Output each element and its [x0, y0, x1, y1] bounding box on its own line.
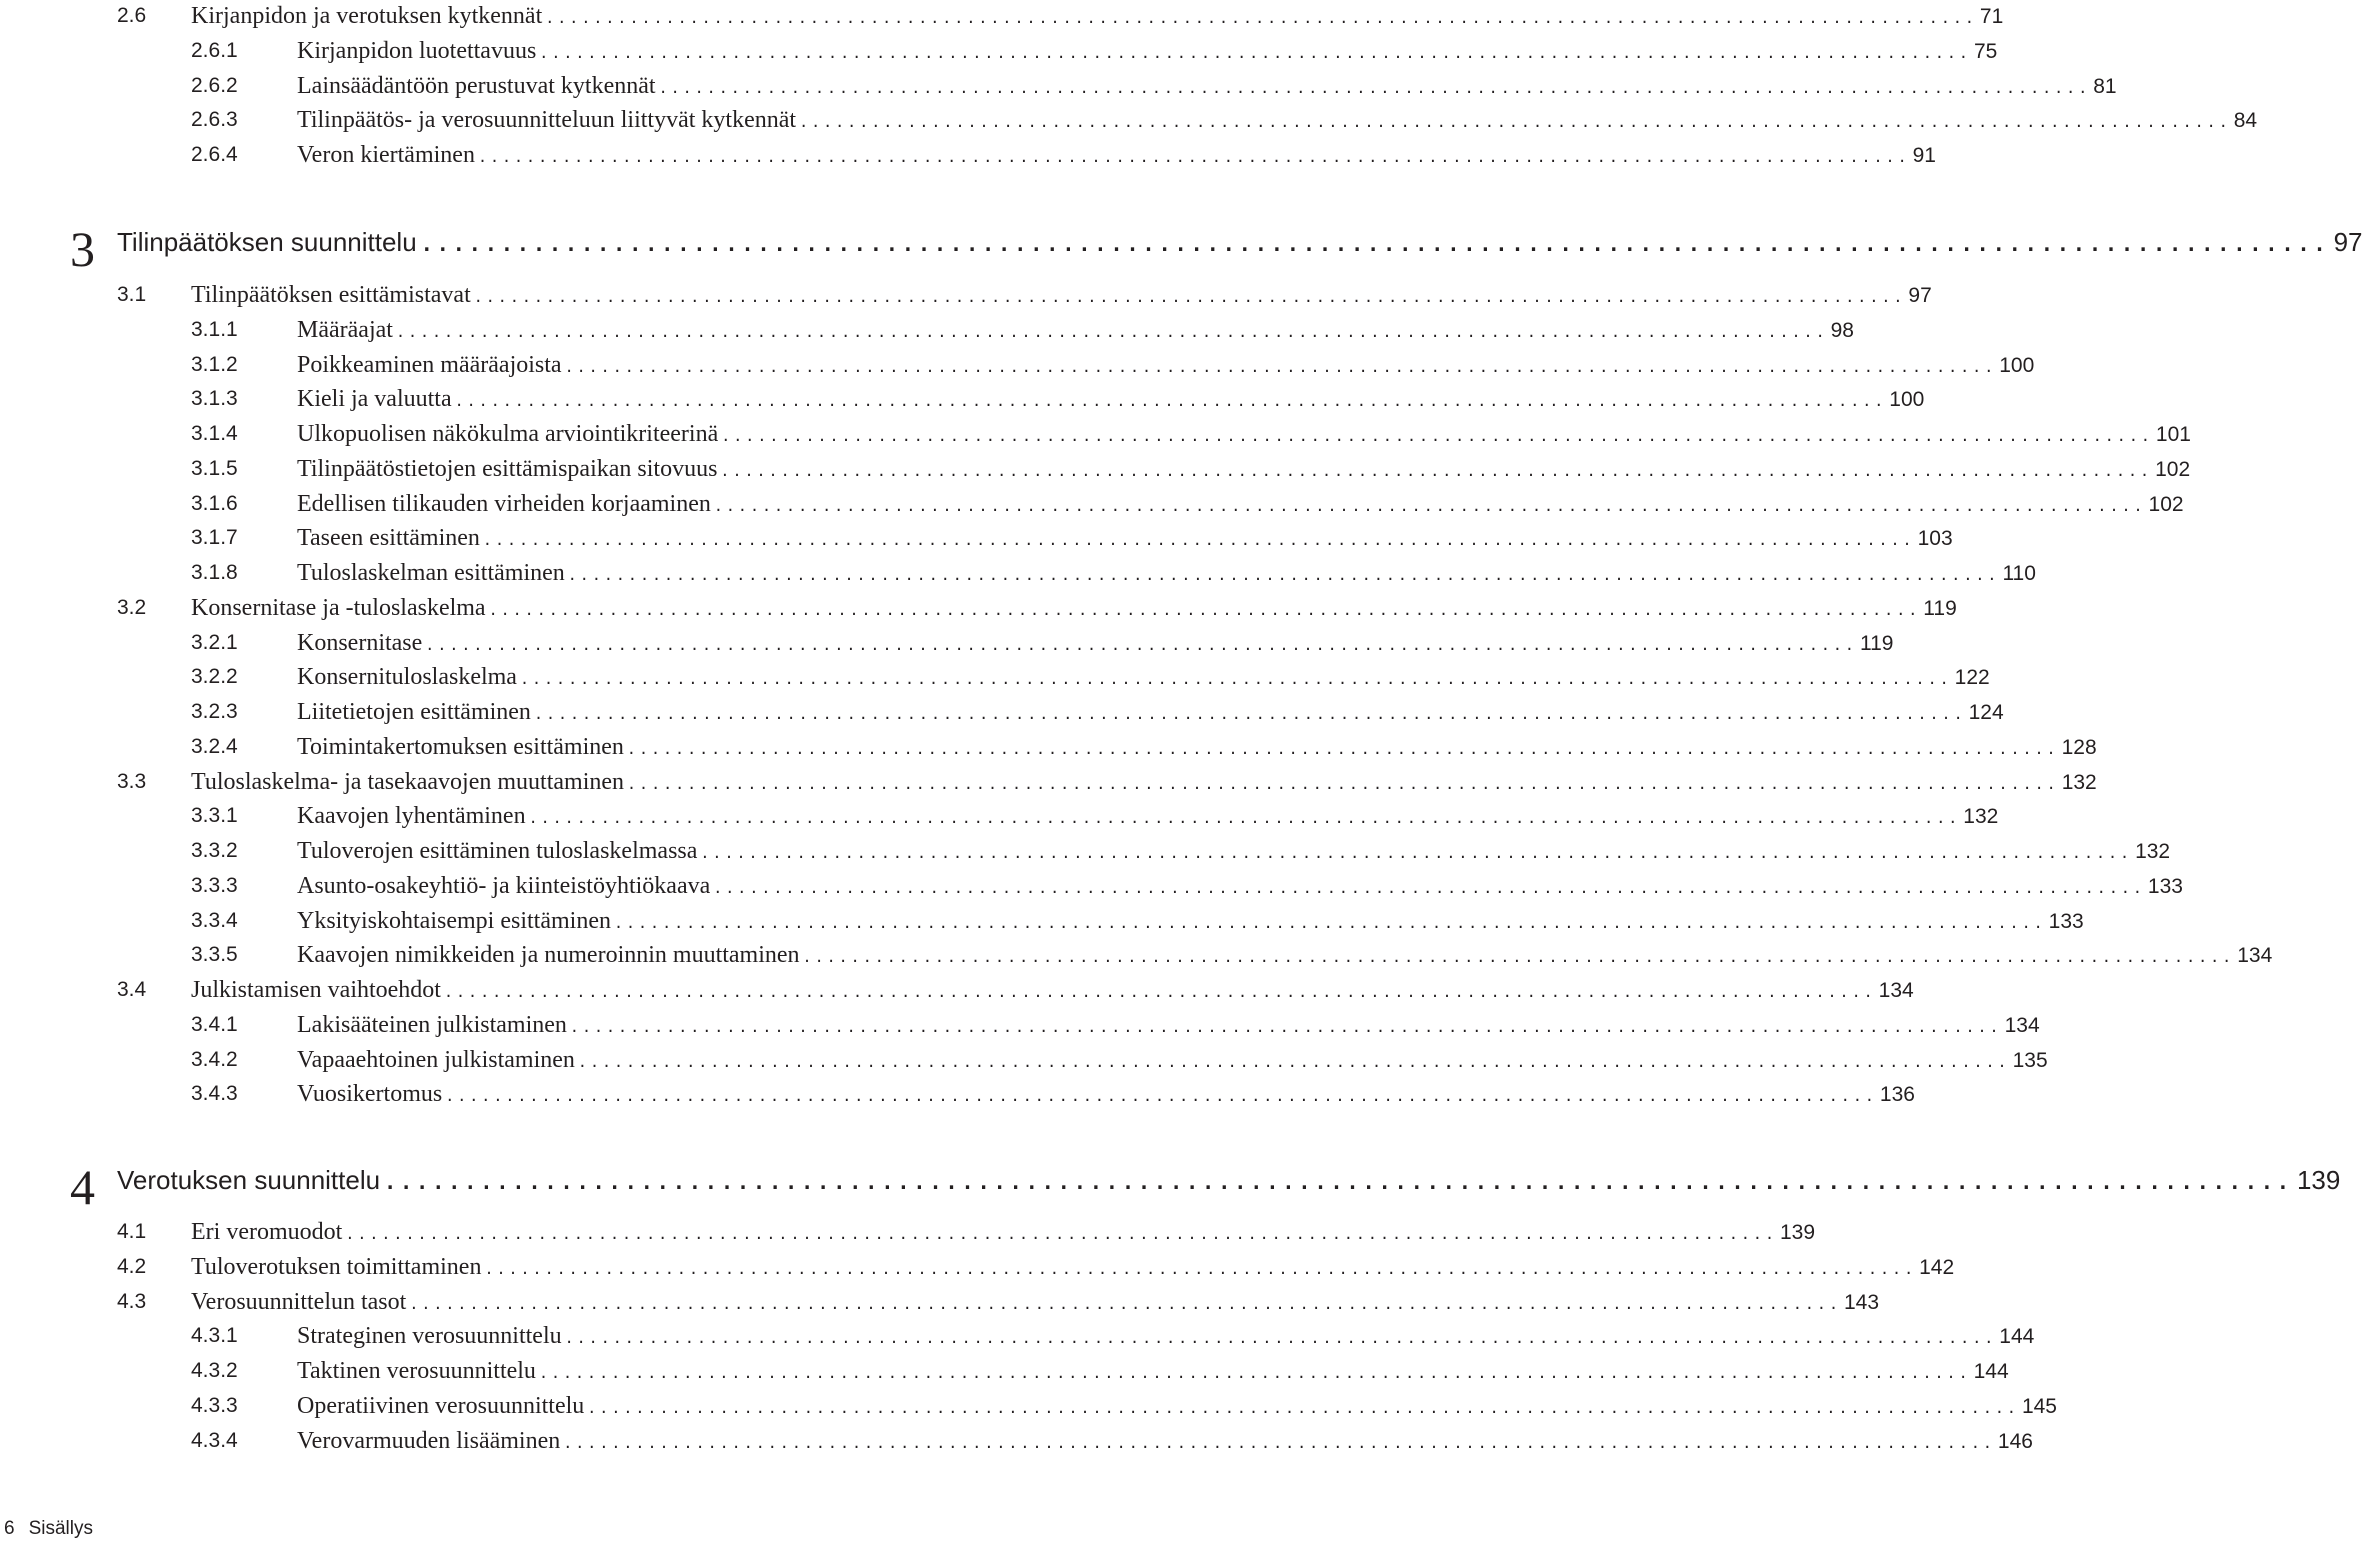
- dot-leader: .......................................................................................................................: [569, 1017, 2002, 1036]
- toc-entry: [0, 1319, 2035, 1353]
- dot-leader: .......................................................................................................................: [395, 322, 1828, 341]
- section-title: Lakisääteinen julkistaminen: [297, 1011, 567, 1038]
- section-number: 3.1.7: [191, 526, 238, 550]
- chapter-page-number: 139: [2296, 1165, 2341, 1195]
- page-footer: [4, 1514, 93, 1544]
- toc-entry: [0, 591, 1957, 625]
- toc-entry: [0, 973, 1914, 1007]
- dot-leader: .......................................................................................................................: [488, 600, 1921, 619]
- section-title: Tilinpäätöstietojen esittämispaikan sitovuus: [297, 455, 718, 482]
- section-number: 4.1: [117, 1220, 147, 1243]
- dot-leader: .......................................................................................................................: [658, 78, 2091, 97]
- chapter-number: 3: [70, 221, 95, 277]
- toc-entry: [0, 487, 2184, 521]
- dot-leader: .......................................................................................................................: [473, 288, 1906, 306]
- entry-body: [297, 904, 2084, 940]
- entry-body: [297, 1043, 2048, 1079]
- page-number: 135: [2012, 1048, 2048, 1072]
- page-number: 144: [1973, 1360, 2009, 1383]
- entry-body: [297, 938, 2273, 974]
- toc-entry: [0, 313, 1854, 347]
- entry-body: [297, 34, 1998, 70]
- page-number: 103: [1917, 527, 1953, 551]
- section-number: 3.1.8: [191, 561, 238, 584]
- dot-leader: .......................................................................................................................: [700, 844, 2133, 862]
- toc-entry: [0, 138, 1936, 172]
- page-number: 71: [1979, 5, 2004, 28]
- page-number: 132: [1963, 805, 1999, 829]
- section-title: Tuloslaskelma- ja tasekaavojen muuttaminen: [191, 768, 625, 795]
- entry-body: [297, 521, 1953, 557]
- entry-body: [297, 626, 1894, 662]
- page-number: 100: [1999, 353, 2035, 377]
- section-title: Konsernitase ja -tuloslaskelma: [191, 594, 486, 621]
- dot-leader: .......................................................................................................................: [528, 809, 1961, 828]
- section-title: Edellisen tilikauden virheiden korjaaminen: [297, 490, 711, 517]
- page-number: 139: [1779, 1221, 1816, 1244]
- entry-body: [297, 138, 1936, 174]
- section-number: 3.2.2: [191, 665, 238, 689]
- dot-leader: .......................................................................................................................: [519, 670, 1952, 689]
- chapter-page-number: 97: [2333, 227, 2363, 257]
- dot-leader: .......................................................................................................................: [477, 148, 1910, 166]
- page-number: 102: [2148, 492, 2184, 516]
- chapter-number: 4: [70, 1159, 95, 1215]
- dot-leader: .......................................................................................................................: [627, 774, 2059, 793]
- entry-body: [297, 1424, 2033, 1460]
- dot-leader: .......................................................................................................................: [409, 1294, 1841, 1313]
- toc-entry: [0, 1354, 2009, 1388]
- section-title: Julkistamisen vaihtoehdot: [191, 977, 441, 1003]
- section-title: Liitetietojen esittäminen: [297, 699, 531, 725]
- section-number: 3.4.3: [191, 1082, 238, 1106]
- dot-leader: .......................................................................................................................: [482, 531, 1915, 550]
- dot-leader: .......................................................................................................................: [564, 357, 1997, 376]
- dot-leader: .......................................................................................................................: [454, 392, 1887, 411]
- section-title: Konsernitase: [297, 629, 423, 656]
- entry-body: [297, 799, 1999, 835]
- section-number: 3.3.4: [191, 908, 238, 932]
- section-number: 2.6.3: [191, 108, 238, 132]
- section-number: 3.2: [117, 595, 147, 619]
- dot-leader: .......................................................................................................................: [721, 427, 2153, 445]
- section-title: Kirjanpidon luotettavuus: [297, 37, 537, 64]
- toc-entry: [0, 1008, 2040, 1042]
- section-number: 3.4.2: [191, 1047, 238, 1071]
- entry-body: [297, 313, 1854, 349]
- chapter-title: Tilinpäätöksen suunnittelu: [117, 227, 417, 257]
- section-title: Kieli ja valuutta: [297, 386, 452, 413]
- section-title: Tuloverotuksen toimittaminen: [191, 1253, 482, 1280]
- section-title: Veron kiertäminen: [297, 142, 475, 168]
- page-number: 146: [1997, 1429, 2033, 1453]
- dot-leader: .......................................................................................................................: [720, 461, 2153, 480]
- toc-entry: [0, 1424, 2033, 1458]
- section-title: Kaavojen nimikkeiden ja numeroinnin muuttaminen: [297, 942, 800, 969]
- footer-page-number: 6: [4, 1518, 15, 1539]
- page-number: 142: [1919, 1255, 1955, 1279]
- entry-body: [297, 834, 2171, 870]
- section-number: 4.3: [117, 1289, 147, 1313]
- section-title: Strateginen verosuunnittelu: [297, 1323, 562, 1350]
- entry-body: [191, 591, 1957, 627]
- section-number: 3.4.1: [191, 1012, 238, 1036]
- section-title: Eri veromuodot: [191, 1219, 343, 1245]
- dot-leader: .......................................................................................................................: [563, 1433, 1995, 1452]
- page-number: 100: [1889, 388, 1925, 412]
- entry-body: [191, 0, 2004, 35]
- section-title: Vuosikertomus: [297, 1081, 443, 1108]
- page-number: 102: [2155, 457, 2191, 481]
- toc-entry: [0, 521, 1953, 555]
- section-title: Ulkopuolisen näkökulma arviointikriteerinä: [297, 421, 719, 447]
- entry-body: [297, 1389, 2057, 1425]
- entry-body: [297, 660, 1990, 696]
- toc-entry: [0, 799, 1999, 833]
- entry-body: [191, 973, 1914, 1009]
- toc-entry: [0, 452, 2191, 486]
- footer-label: Sisällys: [28, 1518, 93, 1539]
- entry-body: [297, 1008, 2040, 1044]
- entry-body: [297, 869, 2183, 905]
- section-number: 3.1.3: [191, 387, 238, 411]
- page-number: 98: [1830, 318, 1854, 342]
- toc-entry: [0, 417, 2191, 451]
- section-title: Verovarmuuden lisääminen: [297, 1427, 561, 1454]
- toc-entry: [0, 348, 2035, 382]
- page-number: 110: [2002, 562, 2036, 585]
- toc-entry: [0, 765, 2097, 799]
- page-number: 143: [1843, 1290, 1880, 1314]
- dot-leader: .......................................................................................................................: [345, 1225, 1777, 1243]
- section-title: Taktinen verosuunnittelu: [297, 1358, 536, 1384]
- section-number: 3.3: [117, 769, 147, 793]
- section-title: Tilinpäätöksen esittämistavat: [191, 282, 471, 308]
- section-number: 4.3.3: [191, 1393, 238, 1417]
- entry-body: [191, 278, 1932, 314]
- toc-entry: [0, 0, 2004, 33]
- section-number: 3.1.5: [191, 456, 238, 480]
- dot-leader: .......................................................................................................................: [799, 113, 2231, 132]
- section-number: 2.6.1: [191, 38, 238, 62]
- chapter-heading: [0, 1159, 2341, 1220]
- section-number: 3.3.3: [191, 873, 238, 897]
- section-number: 3.4: [117, 978, 147, 1001]
- page-number: 134: [2237, 944, 2273, 968]
- page-number: 101: [2155, 423, 2191, 446]
- page-number: 144: [1999, 1325, 2035, 1349]
- section-number: 4.2: [117, 1254, 147, 1278]
- chapter-heading: [0, 221, 2363, 282]
- dot-leader: .......................................................................................................................: [713, 878, 2145, 897]
- page-number: 132: [2061, 770, 2097, 794]
- entry-body: [297, 695, 2004, 731]
- page-number: 134: [2004, 1013, 2040, 1037]
- chapter-entry: [117, 224, 2363, 262]
- section-title: Vapaaehtoinen julkistaminen: [297, 1046, 575, 1073]
- section-number: 3.3.2: [191, 839, 238, 862]
- section-number: 3.1: [117, 283, 147, 306]
- entry-body: [297, 103, 2258, 139]
- toc-entry: [0, 34, 1998, 68]
- dot-leader: .......................................................................................................................: [538, 1364, 1971, 1382]
- toc-entry: [0, 1389, 2057, 1423]
- entry-body: [191, 1215, 1816, 1251]
- section-number: 3.2.3: [191, 700, 238, 723]
- toc-entry: [0, 382, 1925, 416]
- dot-leader: .......................................................................................................................: [613, 913, 2046, 932]
- page-number: 84: [2233, 109, 2258, 133]
- chapter-title: Verotuksen suunnittelu: [117, 1165, 381, 1195]
- page-number: 134: [1878, 979, 1914, 1002]
- toc-entry: [0, 1215, 1816, 1249]
- page-number: 75: [1973, 39, 1998, 63]
- page-number: 132: [2135, 840, 2171, 863]
- section-number: 2.6: [117, 4, 147, 27]
- section-title: Lainsäädäntöön perustuvat kytkennät: [297, 72, 656, 99]
- page-number: 119: [1859, 631, 1894, 655]
- dot-leader: .......................................................................................................................: [545, 9, 1977, 27]
- page-number: 119: [1923, 596, 1957, 620]
- toc-entry: [0, 730, 2097, 764]
- section-title: Poikkeaminen määräajoista: [297, 351, 562, 378]
- page-number: 145: [2021, 1394, 2057, 1418]
- section-number: 3.1.1: [191, 317, 238, 341]
- page-number: 128: [2061, 735, 2097, 759]
- page-number: 81: [2093, 74, 2117, 98]
- toc-entry: [0, 660, 1990, 694]
- entry-body: [297, 1077, 1915, 1113]
- toc-entry: [0, 834, 2171, 868]
- entry-body: [297, 1354, 2009, 1390]
- dot-leader: .......................................................................................................................: [626, 739, 2059, 758]
- dot-leader: .......................................................................................................................: [533, 705, 1966, 723]
- toc-entry: [0, 556, 2036, 590]
- section-number: 4.3.2: [191, 1359, 238, 1382]
- section-title: Tuloslaskelman esittäminen: [297, 560, 565, 586]
- dot-leader: .......................................................................................................................: [425, 635, 1857, 654]
- dot-leader: .......................................................................................................................: [587, 1398, 2019, 1417]
- dot-leader: .......................................................................................................................: [443, 983, 1876, 1001]
- toc-entry: [0, 869, 2183, 903]
- section-number: 4.3.1: [191, 1324, 238, 1348]
- dot-leader: .......................................................................................................................: [420, 232, 2330, 256]
- entry-body: [191, 1250, 1955, 1286]
- toc-entry: [0, 695, 2004, 729]
- toc-entry: [0, 103, 2258, 137]
- dot-leader: .......................................................................................................................: [713, 496, 2146, 515]
- dot-leader: .......................................................................................................................: [539, 43, 1971, 62]
- toc-entry: [0, 278, 1932, 312]
- entry-body: [297, 69, 2117, 105]
- dot-leader: .......................................................................................................................: [445, 1087, 1877, 1106]
- toc-entry: [0, 1077, 1915, 1111]
- entry-body: [297, 382, 1925, 418]
- toc-entry: [0, 1285, 1880, 1319]
- section-title: Operatiivinen verosuunnittelu: [297, 1392, 585, 1419]
- section-number: 2.6.2: [191, 73, 238, 97]
- section-title: Verosuunnittelun tasot: [191, 1288, 407, 1315]
- entry-body: [297, 348, 2035, 384]
- section-number: 3.3.1: [191, 804, 238, 828]
- page-number: 91: [1912, 144, 1936, 167]
- section-title: Taseen esittäminen: [297, 525, 480, 552]
- toc-entry: [0, 69, 2117, 103]
- section-title: Konsernituloslaskelma: [297, 664, 517, 691]
- section-number: 3.2.1: [191, 630, 238, 654]
- section-title: Yksityiskohtaisempi esittäminen: [297, 907, 611, 934]
- toc-entry: [0, 938, 2273, 972]
- toc-entry: [0, 904, 2084, 938]
- chapter-entry: [117, 1162, 2341, 1200]
- entry-body: [297, 487, 2184, 523]
- section-number: 3.1.2: [191, 352, 238, 376]
- entry-body: [297, 452, 2191, 488]
- page-number: 122: [1954, 666, 1990, 690]
- dot-leader: .......................................................................................................................: [802, 948, 2235, 967]
- entry-body: [297, 417, 2191, 453]
- section-title: Kirjanpidon ja verotuksen kytkennät: [191, 3, 543, 29]
- page-number: 124: [1968, 701, 2004, 724]
- section-title: Toimintakertomuksen esittäminen: [297, 733, 624, 760]
- entry-body: [191, 1285, 1880, 1321]
- section-number: 2.6.4: [191, 143, 238, 166]
- section-title: Määräajat: [297, 316, 393, 343]
- page-number: 136: [1879, 1083, 1915, 1107]
- entry-body: [297, 730, 2097, 766]
- toc-entry: [0, 1043, 2048, 1077]
- toc-entry: [0, 626, 1894, 660]
- section-number: 3.3.5: [191, 943, 238, 967]
- section-number: 3.1.4: [191, 422, 238, 445]
- page-number: 133: [2048, 909, 2084, 933]
- entry-body: [297, 1319, 2035, 1355]
- dot-leader: .......................................................................................................................: [577, 1052, 2010, 1071]
- section-number: 3.1.6: [191, 491, 238, 515]
- section-number: 4.3.4: [191, 1428, 238, 1452]
- entry-body: [297, 556, 2036, 592]
- section-title: Tilinpäätös- ja verosuunnitteluun liittyvät kytkennät: [297, 107, 797, 134]
- dot-leader: .......................................................................................................................: [484, 1259, 1917, 1278]
- section-title: Kaavojen lyhentäminen: [297, 803, 526, 830]
- dot-leader: .......................................................................................................................: [564, 1329, 1997, 1348]
- page-number: 133: [2147, 874, 2183, 898]
- section-title: Asunto-osakeyhtiö- ja kiinteistöyhtiökaava: [297, 872, 711, 899]
- page-number: 97: [1908, 284, 1932, 307]
- dot-leader: .......................................................................................................................: [567, 566, 2000, 584]
- entry-body: [191, 765, 2097, 801]
- section-number: 3.2.4: [191, 734, 238, 758]
- dot-leader: .......................................................................................................................: [384, 1170, 2293, 1194]
- section-title: Tuloverojen esittäminen tuloslaskelmassa: [297, 838, 698, 864]
- toc-entry: [0, 1250, 1955, 1284]
